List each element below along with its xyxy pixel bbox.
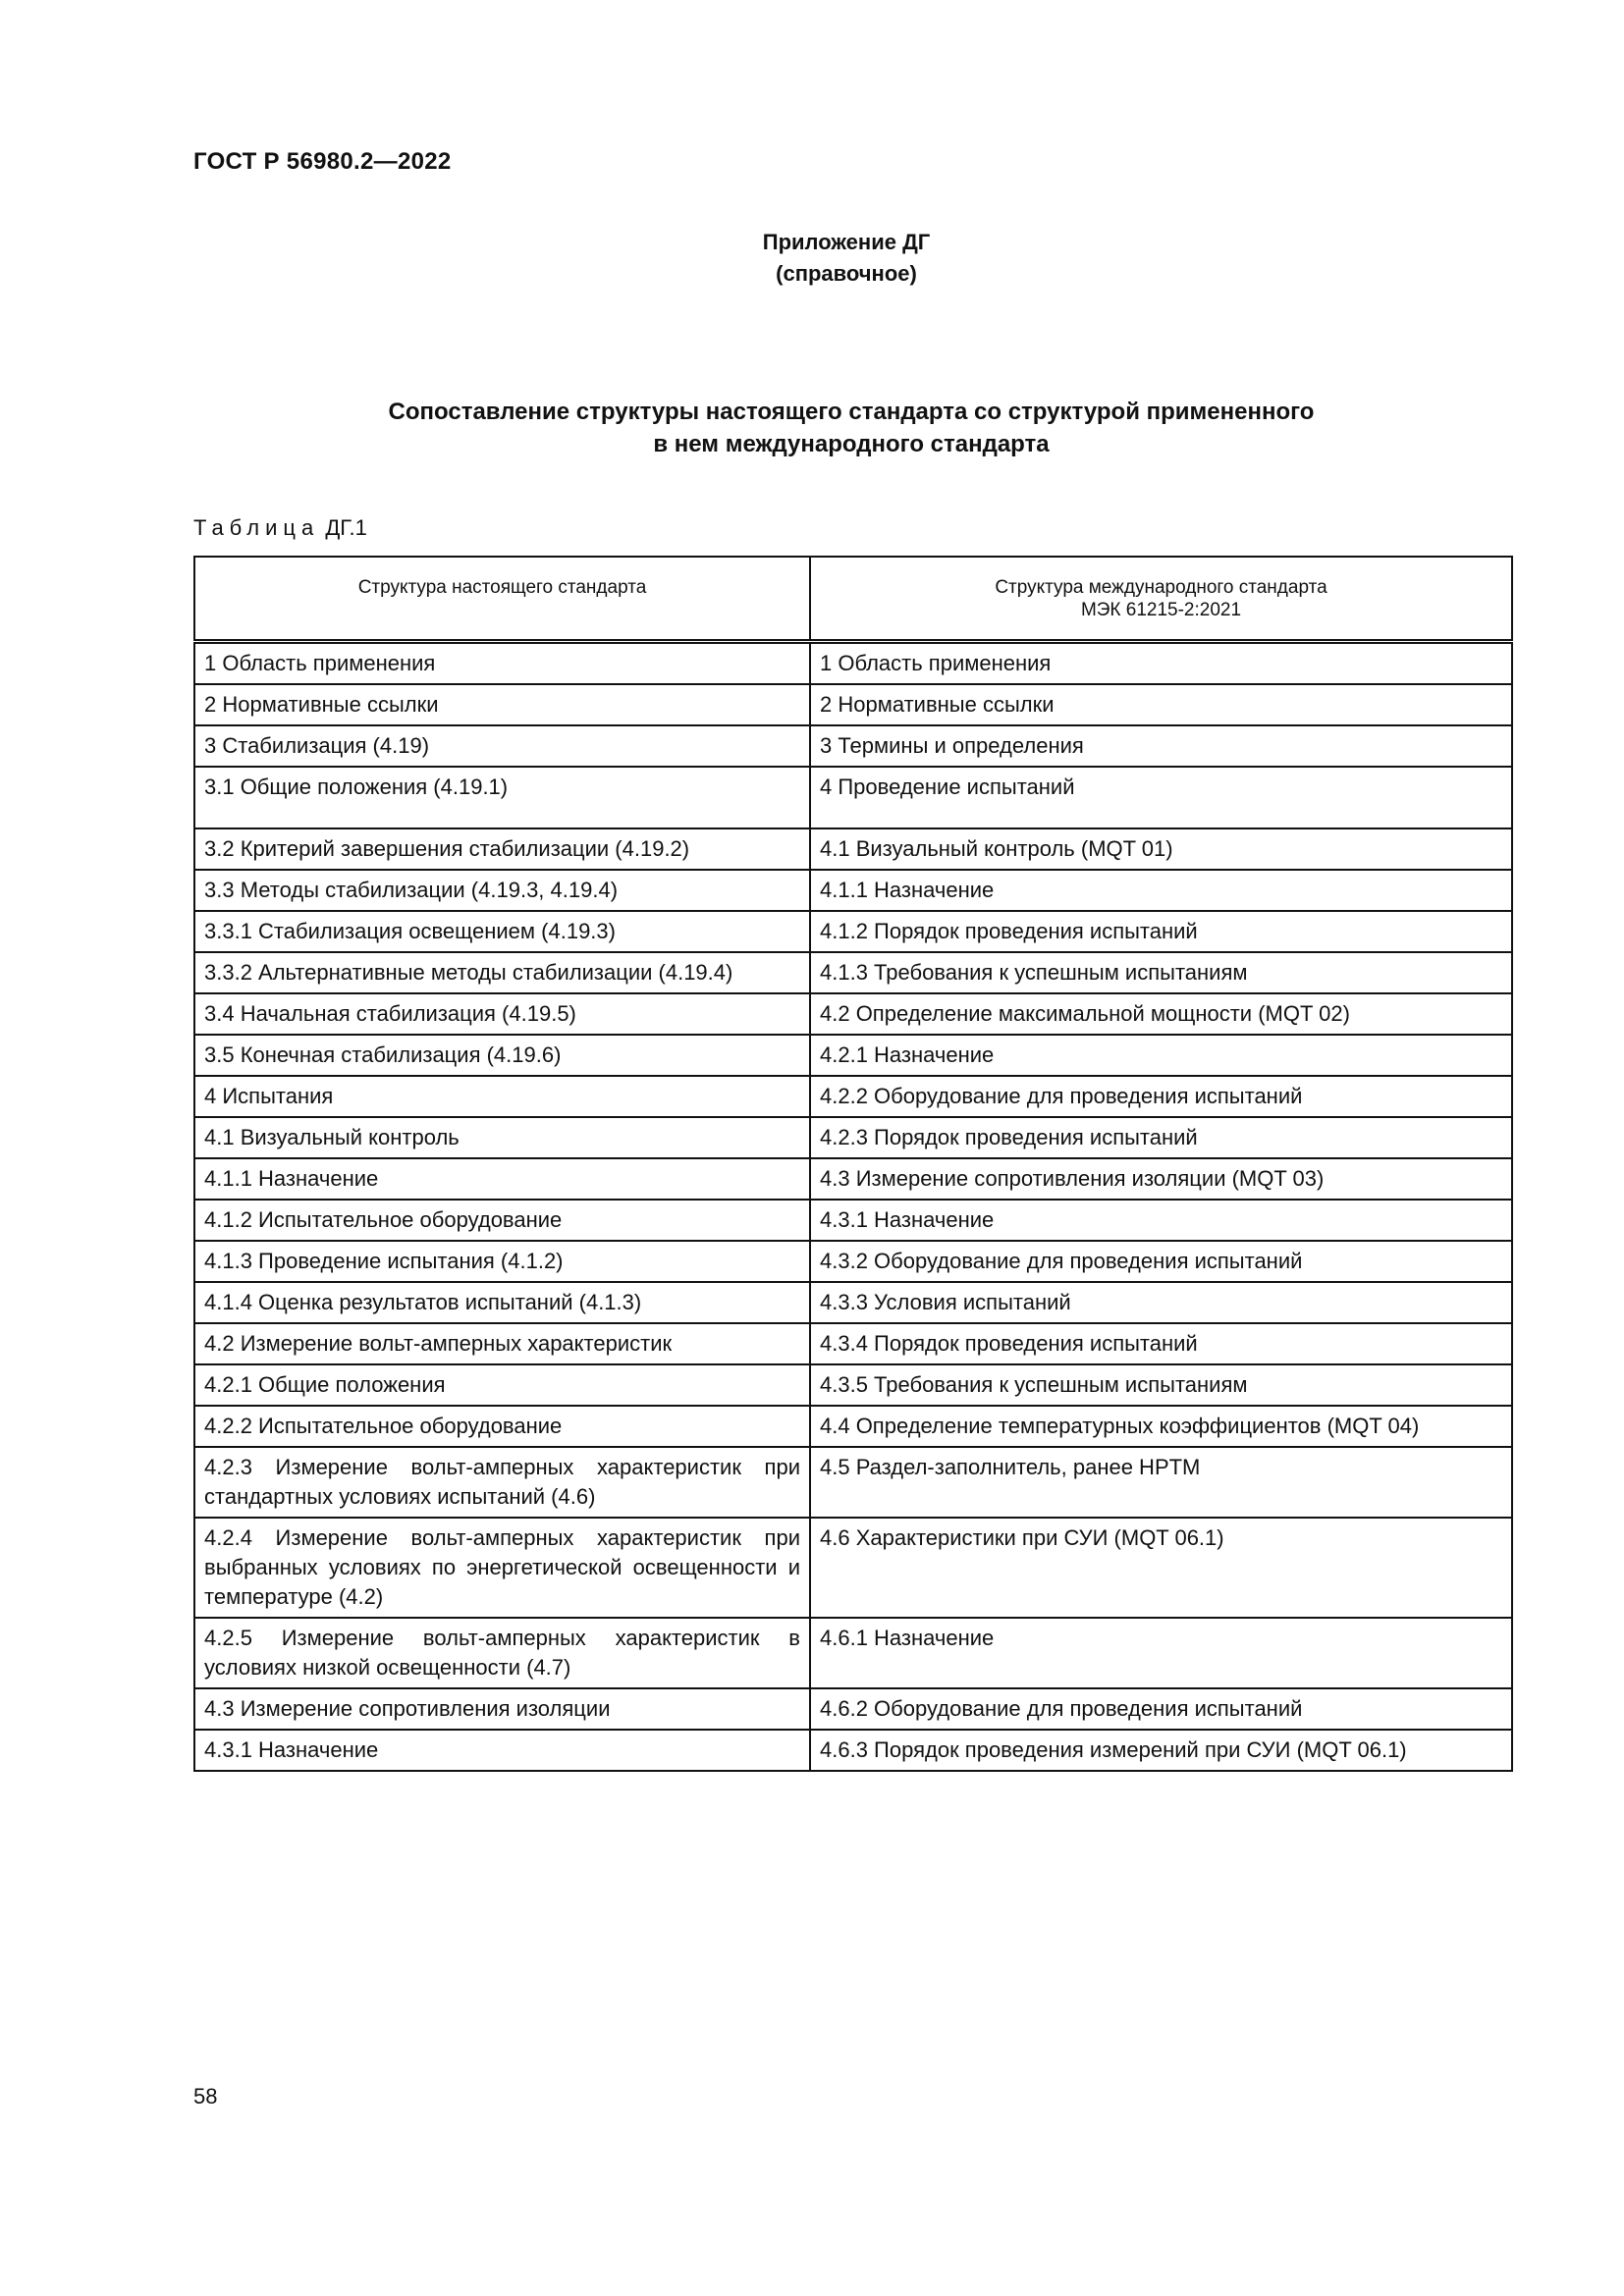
cell-international: 4.6.3 Порядок проведения измерений при СУИ (MQT 06.1): [810, 1730, 1512, 1771]
table-row: [194, 641, 1512, 684]
table-row: [194, 725, 1512, 767]
cell-international: 4.6.2 Оборудование для проведения испытаний: [810, 1688, 1512, 1730]
table-caption: [193, 515, 367, 541]
cell-international: 4.6.1 Назначение: [810, 1618, 1512, 1688]
cell-international: 4.3.3 Условия испытаний: [810, 1282, 1512, 1323]
appendix-subtitle: (справочное): [776, 261, 917, 286]
cell-national: 4.1.1 Назначение: [194, 1158, 810, 1200]
table-row: [194, 993, 1512, 1035]
page-title: [193, 396, 1509, 460]
table-row: [194, 870, 1512, 911]
cell-national: 3.3.1 Стабилизация освещением (4.19.3): [194, 911, 810, 952]
cell-international: 4 Проведение испытаний: [810, 767, 1512, 828]
cell-international: 4.3.4 Порядок проведения испытаний: [810, 1323, 1512, 1364]
table-row: [194, 767, 1512, 828]
cell-national: 2 Нормативные ссылки: [194, 684, 810, 725]
table-row: [194, 1241, 1512, 1282]
table-row: [194, 1076, 1512, 1117]
table-row: [194, 1323, 1512, 1364]
table-row: [194, 1117, 1512, 1158]
cell-international: 4.3.2 Оборудование для проведения испытаний: [810, 1241, 1512, 1282]
cell-international: 4.2.2 Оборудование для проведения испытаний: [810, 1076, 1512, 1117]
table-row: [194, 684, 1512, 725]
table-caption-word: Таблица: [193, 515, 320, 540]
cell-international: 4.3.1 Назначение: [810, 1200, 1512, 1241]
cell-international: 1 Область применения: [810, 641, 1512, 684]
cell-national: 3.1 Общие положения (4.19.1): [194, 767, 810, 828]
document-code: ГОСТ Р 56980.2—2022: [193, 148, 452, 175]
table-row: [194, 911, 1512, 952]
table-row: [194, 1447, 1512, 1518]
cell-national: 3.3.2 Альтернативные методы стабилизации (4.19.4): [194, 952, 810, 993]
table-row: [194, 828, 1512, 870]
table-row: [194, 1364, 1512, 1406]
cell-national: 3 Стабилизация (4.19): [194, 725, 810, 767]
cell-national: 4.1.4 Оценка результатов испытаний (4.1.3): [194, 1282, 810, 1323]
cell-national: 3.2 Критерий завершения стабилизации (4.19.2): [194, 828, 810, 870]
column-header-international: Структура международного стандарта МЭК 61215-2:2021: [810, 557, 1512, 641]
table-row: [194, 952, 1512, 993]
page-title-line-2: в нем международного стандарта: [653, 431, 1050, 457]
table-row: [194, 1730, 1512, 1771]
table-row: [194, 1158, 1512, 1200]
cell-national: 4.2.1 Общие положения: [194, 1364, 810, 1406]
cell-international: 4.1.3 Требования к успешным испытаниям: [810, 952, 1512, 993]
page-title-line-1: Сопоставление структуры настоящего стандарта со структурой примененного: [388, 399, 1315, 425]
cell-national: 4.2 Измерение вольт-амперных характеристик: [194, 1323, 810, 1364]
comparison-table: [193, 556, 1513, 1772]
cell-national: 3.5 Конечная стабилизация (4.19.6): [194, 1035, 810, 1076]
cell-national: 4.2.3 Измерение вольт-амперных характеристик при стандартных условиях испытаний (4.6): [194, 1447, 810, 1518]
table-row: [194, 1518, 1512, 1618]
table-row: [194, 1035, 1512, 1076]
cell-national: 4 Испытания: [194, 1076, 810, 1117]
appendix-heading: [0, 227, 1624, 290]
appendix-title: Приложение ДГ: [762, 230, 931, 254]
cell-international: 4.1.2 Порядок проведения испытаний: [810, 911, 1512, 952]
cell-international: 4.1.1 Назначение: [810, 870, 1512, 911]
cell-international: 4.4 Определение температурных коэффициентов (MQT 04): [810, 1406, 1512, 1447]
cell-national: 4.3 Измерение сопротивления изоляции: [194, 1688, 810, 1730]
cell-international: 4.2.3 Порядок проведения испытаний: [810, 1117, 1512, 1158]
table-row: [194, 1406, 1512, 1447]
table-header-row: [194, 557, 1512, 641]
cell-national: 4.2.4 Измерение вольт-амперных характеристик при выбранных условиях по энергетической освещенности и температуре (4.2): [194, 1518, 810, 1618]
table-body: [194, 641, 1512, 1771]
cell-national: 3.3 Методы стабилизации (4.19.3, 4.19.4): [194, 870, 810, 911]
cell-international: 4.2.1 Назначение: [810, 1035, 1512, 1076]
cell-international: 4.5 Раздел-заполнитель, ранее HPTM: [810, 1447, 1512, 1518]
table-row: [194, 1688, 1512, 1730]
table-caption-id: ДГ.1: [325, 515, 367, 540]
cell-international: 4.1 Визуальный контроль (MQT 01): [810, 828, 1512, 870]
cell-national: 4.2.5 Измерение вольт-амперных характеристик в условиях низкой освещенности (4.7): [194, 1618, 810, 1688]
cell-national: 1 Область применения: [194, 641, 810, 684]
table-row: [194, 1282, 1512, 1323]
cell-international: 4.3 Измерение сопротивления изоляции (MQT 03): [810, 1158, 1512, 1200]
cell-international: 3 Термины и определения: [810, 725, 1512, 767]
cell-national: 4.1 Визуальный контроль: [194, 1117, 810, 1158]
column-header-national: Структура настоящего стандарта: [194, 557, 810, 641]
page-number: 58: [193, 2084, 218, 2109]
cell-national: 3.4 Начальная стабилизация (4.19.5): [194, 993, 810, 1035]
cell-national: 4.1.3 Проведение испытания (4.1.2): [194, 1241, 810, 1282]
table-row: [194, 1200, 1512, 1241]
cell-international: 4.6 Характеристики при СУИ (MQT 06.1): [810, 1518, 1512, 1618]
cell-national: 4.1.2 Испытательное оборудование: [194, 1200, 810, 1241]
cell-international: 2 Нормативные ссылки: [810, 684, 1512, 725]
cell-national: 4.3.1 Назначение: [194, 1730, 810, 1771]
cell-national: 4.2.2 Испытательное оборудование: [194, 1406, 810, 1447]
table-row: [194, 1618, 1512, 1688]
cell-international: 4.3.5 Требования к успешным испытаниям: [810, 1364, 1512, 1406]
cell-international: 4.2 Определение максимальной мощности (MQT 02): [810, 993, 1512, 1035]
